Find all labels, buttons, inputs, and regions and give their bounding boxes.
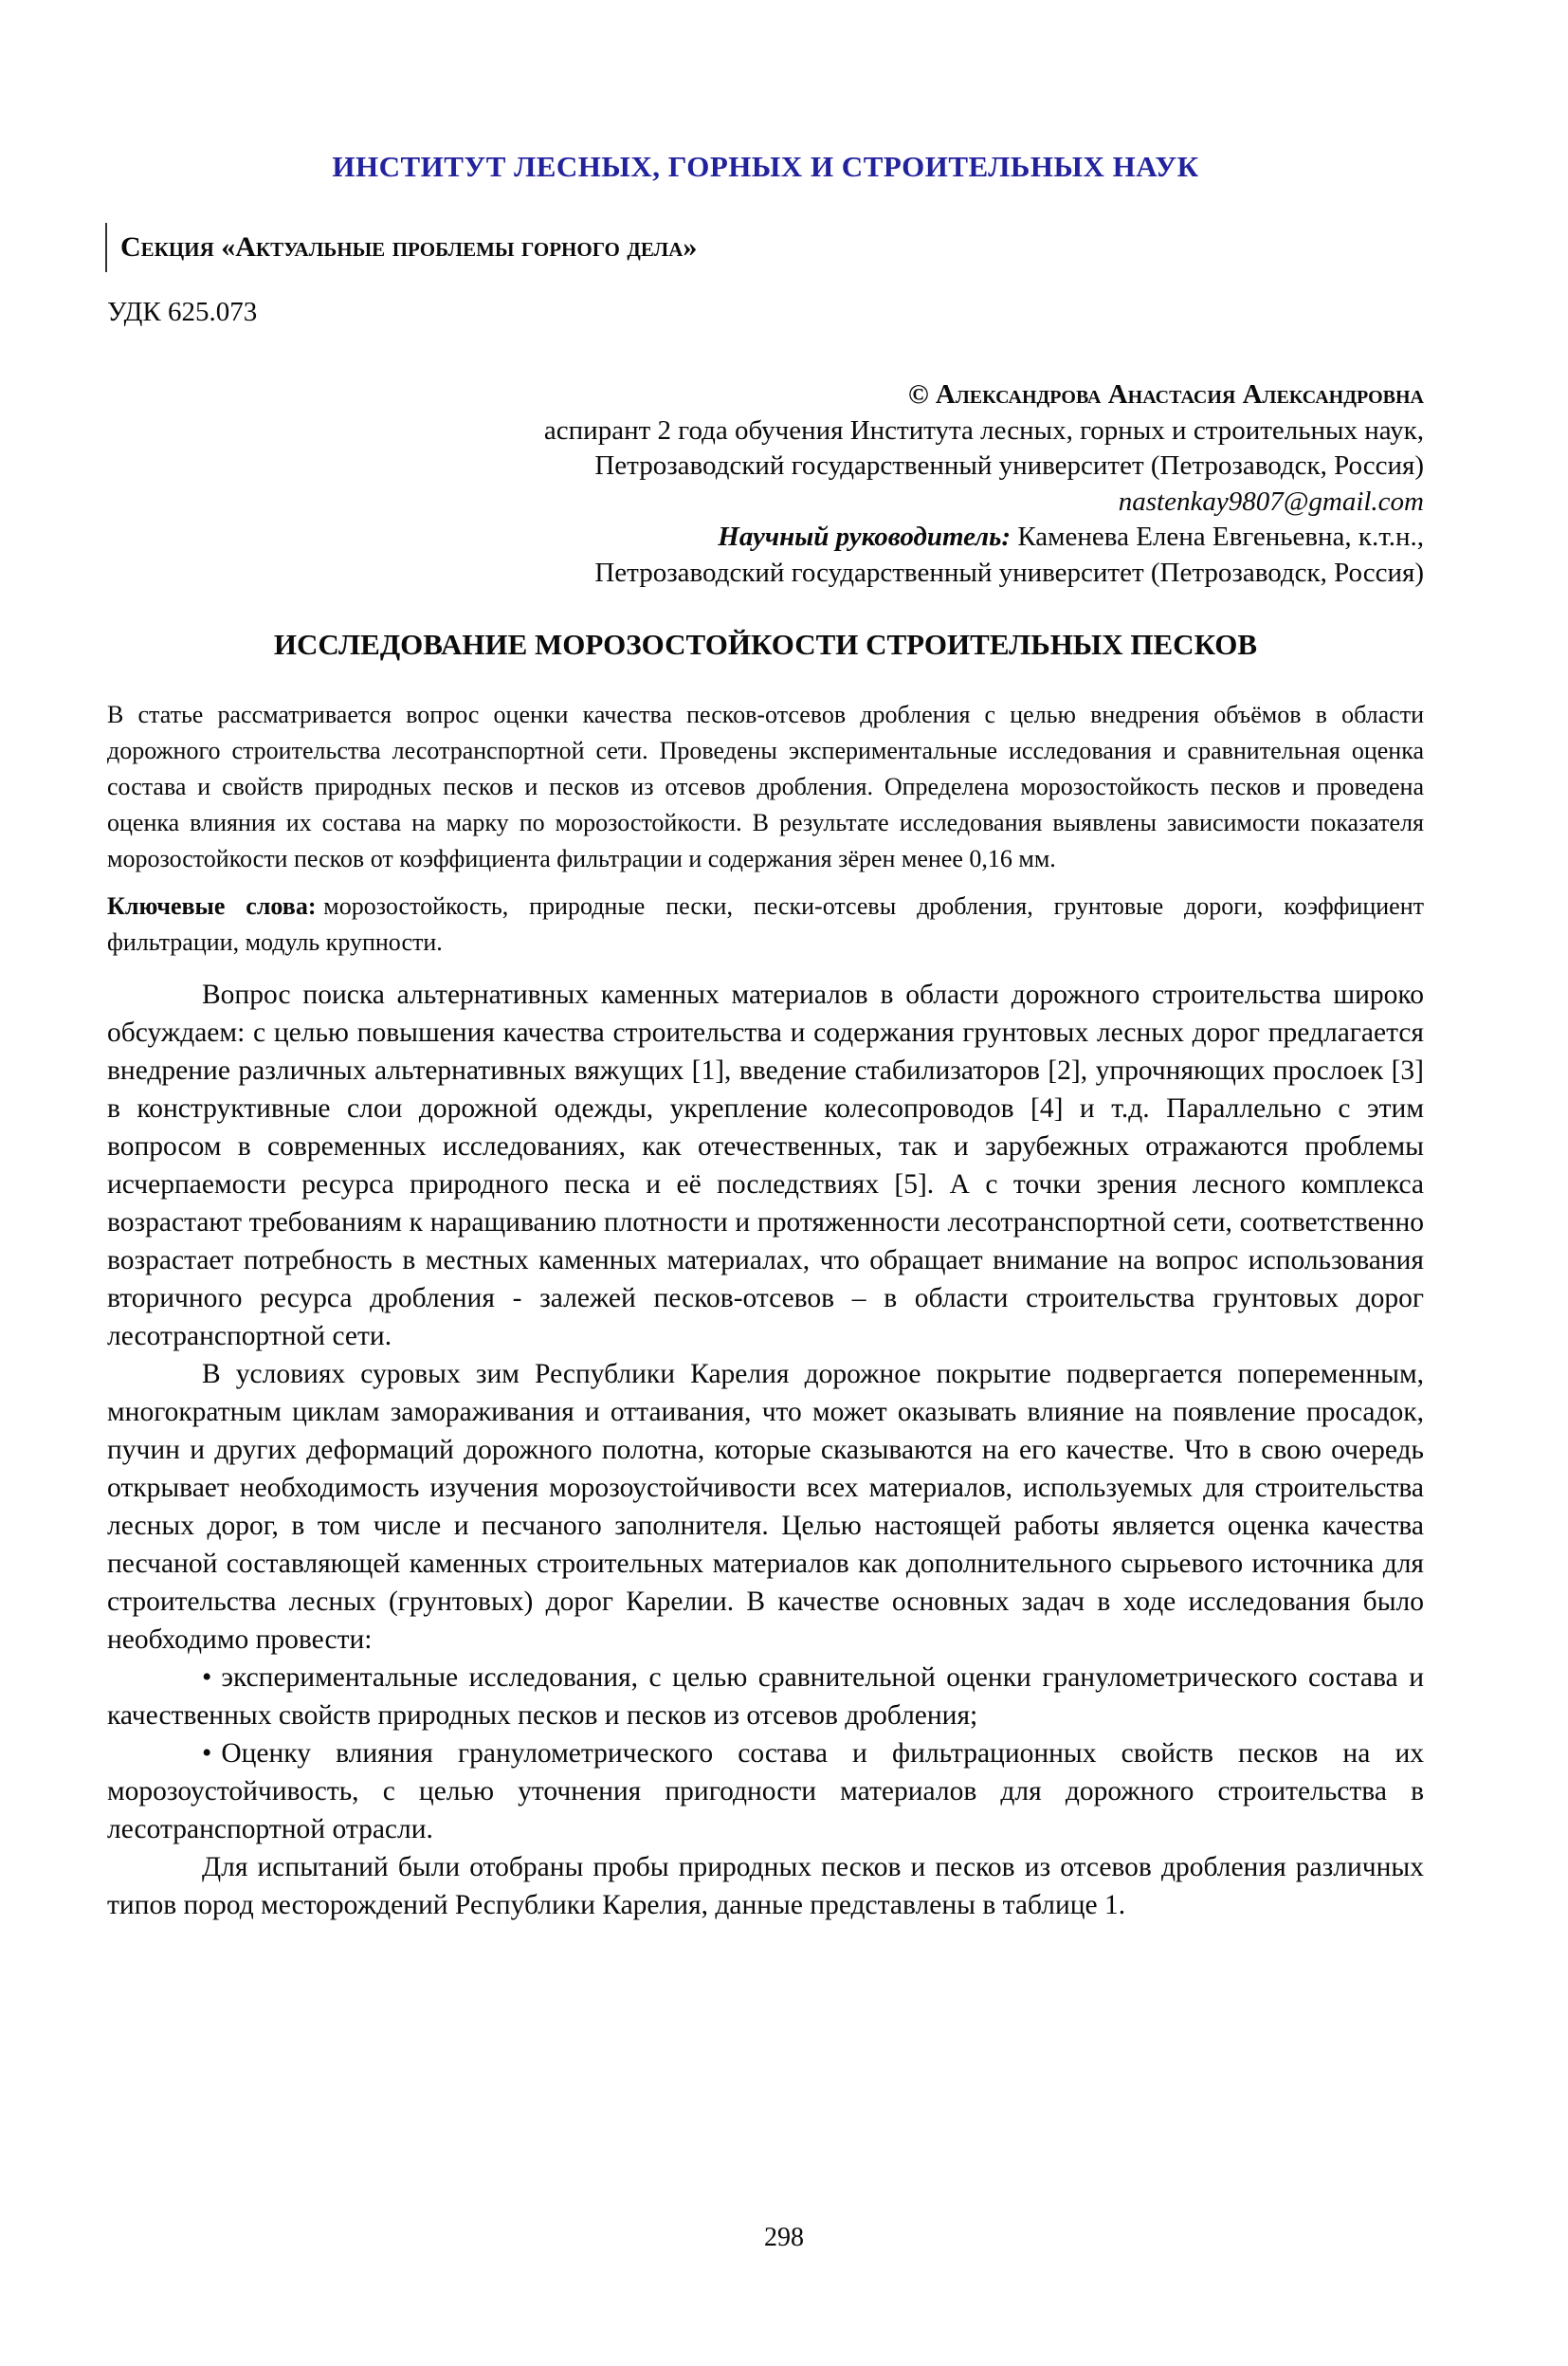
section-heading [107, 226, 1424, 269]
bullet-item-1-text: экспериментальные исследования, с целью сравнительной оценки гранулометрического состава и качественных свойств природных песков и песков из отсевов дробления; [107, 1662, 1424, 1731]
author-email: nastenkay9807@gmail.com [1118, 486, 1424, 517]
bullet-icon: • [202, 1738, 212, 1769]
bullet-icon: • [202, 1662, 212, 1693]
author-block [107, 377, 1424, 591]
body-paragraph-1: Вопрос поиска альтернативных каменных материалов в области дорожного строительства широко обсуждаем: с целью повышения качества строительства и содержания грунтовых лесных дорог предлагается внедрение различных альтернативных вяжущих [1], введение стабилизаторов [2], упрочняющих прослоек [3] в конструктивные слои дорожной одежды, укрепление колесопроводов [4] и т.д. Параллельно с этим вопросом в современных исследованиях, как отечественных, так и зарубежных отражаются проблемы исчерпаемости ресурса природного песка и её последствиях [5]. А с точки зрения лесного комплекса возрастают требованиям к наращиванию плотности и протяженности лесотранспортной сети, соответственно возрастает потребность в местных каменных материалах, что обращает внимание на вопрос использования вторичного ресурса дробления - залежей песков-отсевов – в области строительства грунтовых дорог лесотранспортной сети. [107, 980, 1424, 1351]
bullet-item-2 [107, 1734, 1424, 1848]
keywords-label: Ключевые слова: [107, 892, 317, 920]
abstract-paragraph: В статье рассматривается вопрос оценки качества песков-отсевов дробления с целью внедрения объёмов в области дорожного строительства лесотранспортной сети. Проведены экспериментальные исследования и сравнительная оценка состава и свойств природных песков и песков из отсевов дробления. Определена морозостойкость песков и проведена оценка влияния их состава на марку по морозостойкости. В результате исследования выявлены зависимости показателя морозостойкости песков от коэффициента фильтрации и содержания зёрен менее 0,16 мм. [107, 701, 1424, 872]
udc-code: УДК 625.073 [107, 297, 258, 327]
bullet-item-1 [107, 1659, 1424, 1734]
keywords-paragraph [107, 889, 1424, 961]
section-heading-label: Секция «Актуальные проблемы горного дела» [120, 231, 698, 263]
bullet-item-2-text: Оценку влияния гранулометрического состава и фильтрационных свойств песков на их морозоустойчивость, с целью уточнения пригодности материалов для дорожного строительства в лесотранспортной отрасли. [107, 1738, 1424, 1844]
advisor-name: Каменева Елена Евгеньевна, к.т.н., [1017, 522, 1424, 552]
page-number: 298 [764, 2223, 804, 2252]
body-paragraph-3: Для испытаний были отобраны пробы природных песков и песков из отсевов дробления различных типов пород месторождений Республики Карелия, данные представлены в таблице 1. [107, 1852, 1424, 1920]
revision-change-bar [105, 223, 107, 272]
author-copyright-line: © Александрова Анастасия Александровна [907, 379, 1424, 410]
document-page [0, 148, 1568, 2366]
article-title: ИССЛЕДОВАНИЕ МОРОЗОСТОЙКОСТИ СТРОИТЕЛЬНЫХ ПЕСКОВ [273, 628, 1258, 661]
advisor-affiliation-line: Петрозаводский государственный университет (Петрозаводск, Россия) [594, 557, 1424, 588]
institution-title: ИНСТИТУТ ЛЕСНЫХ, ГОРНЫХ И СТРОИТЕЛЬНЫХ НАУК [332, 150, 1199, 183]
author-affiliation-line: Петрозаводский государственный университет (Петрозаводск, Россия) [594, 450, 1424, 481]
author-position-line: аспирант 2 года обучения Института лесных, горных и строительных наук, [543, 414, 1424, 446]
keywords-text: морозостойкость, природные пески, пески-отсевы дробления, грунтовые дороги, коэффициент фильтрации, модуль крупности. [107, 892, 1424, 956]
advisor-label: Научный руководитель: [718, 522, 1012, 552]
advisor-line [107, 520, 1424, 556]
body-paragraph-2: В условиях суровых зим Республики Карелия дорожное покрытие подвергается попеременным, многократным циклам замораживания и оттаивания, что может оказывать влияние на появление просадок, пучин и других деформаций дорожного полотна, которые сказываются на его качестве. Что в свою очередь открывает необходимость изучения морозоустойчивости всех материалов, используемых для строительства лесных дорог, в том числе и песчаного заполнителя. Целью настоящей работы является оценка качества песчаной составляющей каменных строительных материалов как дополнительного сырьевого источника для строительства лесных (грунтовых) дорог Карелии. В качестве основных задач в ходе исследования было необходимо провести: [107, 1359, 1424, 1655]
